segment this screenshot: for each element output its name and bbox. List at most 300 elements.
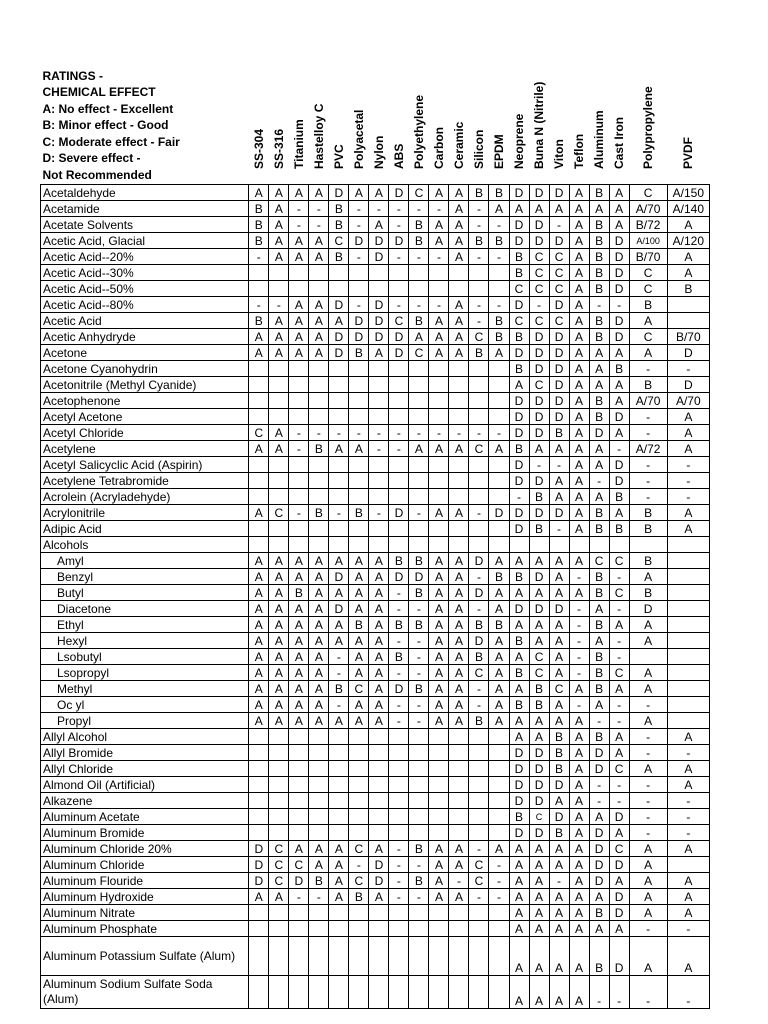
chemical-name: Diacetone <box>41 601 249 617</box>
rating-cell: B <box>329 249 349 265</box>
rating-cell: B <box>409 617 429 633</box>
rating-cell: - <box>667 825 709 841</box>
rating-cell: A <box>369 217 389 233</box>
rating-cell: A <box>549 937 569 976</box>
rating-cell: A <box>589 601 609 617</box>
rating-cell: D <box>389 505 409 521</box>
chemical-name: Acetophenone <box>41 393 249 409</box>
rating-cell: A <box>249 649 269 665</box>
rating-cell: B <box>289 585 309 601</box>
rating-cell <box>449 281 469 297</box>
rating-cell <box>449 393 469 409</box>
rating-cell: C <box>469 329 489 345</box>
rating-cell <box>349 521 369 537</box>
rating-cell <box>489 745 509 761</box>
rating-cell: D <box>389 345 409 361</box>
rating-cell <box>329 729 349 745</box>
table-row <box>41 729 710 745</box>
rating-cell <box>249 976 269 1009</box>
rating-cell: A <box>289 345 309 361</box>
rating-cell: A <box>349 649 369 665</box>
rating-cell: A <box>589 489 609 505</box>
rating-cell: C <box>509 313 529 329</box>
column-header <box>409 10 429 185</box>
rating-cell <box>269 489 289 505</box>
rating-cell: A <box>449 313 469 329</box>
rating-cell <box>369 937 389 976</box>
rating-cell: - <box>609 297 629 313</box>
rating-cell: D <box>509 777 529 793</box>
rating-cell: B <box>589 185 609 201</box>
rating-cell: D <box>667 345 709 361</box>
chemical-name: Aluminum Acetate <box>41 809 249 825</box>
rating-cell: A <box>529 921 549 937</box>
rating-cell: - <box>629 729 667 745</box>
rating-cell: A <box>629 617 667 633</box>
rating-cell: A <box>269 201 289 217</box>
rating-cell <box>289 457 309 473</box>
rating-cell: A <box>629 633 667 649</box>
rating-cell: - <box>589 473 609 489</box>
rating-cell: A <box>429 873 449 889</box>
rating-cell <box>249 361 269 377</box>
rating-cell: D <box>529 761 549 777</box>
rating-cell: A <box>667 217 709 233</box>
header-row <box>41 10 710 185</box>
rating-cell <box>429 793 449 809</box>
rating-cell: A <box>369 889 389 905</box>
rating-cell: A <box>667 937 709 976</box>
rating-cell <box>409 777 429 793</box>
rating-cell: - <box>629 745 667 761</box>
rating-cell: B <box>349 505 369 521</box>
rating-cell: D <box>549 297 569 313</box>
rating-cell: B <box>589 409 609 425</box>
rating-cell: C <box>469 441 489 457</box>
rating-cell: B <box>589 329 609 345</box>
rating-cell <box>349 793 369 809</box>
rating-cell: - <box>469 697 489 713</box>
rating-cell: D <box>529 233 549 249</box>
rating-cell: B <box>589 265 609 281</box>
rating-cell <box>349 361 369 377</box>
rating-cell: - <box>609 777 629 793</box>
rating-cell: C <box>389 313 409 329</box>
rating-cell <box>269 921 289 937</box>
rating-cell: C <box>529 281 549 297</box>
rating-cell <box>489 489 509 505</box>
rating-cell: A <box>549 665 569 681</box>
rating-cell: - <box>469 217 489 233</box>
rating-cell <box>429 393 449 409</box>
chemical-name: Acetaldehyde <box>41 185 249 201</box>
rating-cell: A <box>449 201 469 217</box>
rating-cell: B <box>409 313 429 329</box>
rating-cell <box>329 793 349 809</box>
rating-cell: - <box>469 249 489 265</box>
rating-cell: - <box>409 505 429 521</box>
rating-cell: - <box>449 425 469 441</box>
column-header-label: Polyethylene <box>411 94 426 169</box>
rating-cell: - <box>549 521 569 537</box>
rating-cell: A <box>569 313 589 329</box>
rating-cell <box>389 921 409 937</box>
rating-cell: A <box>529 201 549 217</box>
column-header <box>667 10 709 185</box>
rating-cell: A <box>449 441 469 457</box>
rating-cell: D <box>549 409 569 425</box>
column-header <box>349 10 369 185</box>
rating-cell: - <box>489 217 509 233</box>
rating-cell: D <box>349 313 369 329</box>
rating-cell: D <box>549 809 569 825</box>
rating-cell <box>329 409 349 425</box>
rating-cell: - <box>409 857 429 873</box>
rating-cell: - <box>589 777 609 793</box>
rating-cell: A <box>549 921 569 937</box>
rating-cell: A <box>629 313 667 329</box>
column-header <box>309 10 329 185</box>
rating-cell: A <box>529 553 549 569</box>
rating-cell: - <box>389 633 409 649</box>
rating-cell: A <box>289 329 309 345</box>
rating-cell: D <box>509 393 529 409</box>
rating-cell: A <box>509 921 529 937</box>
rating-cell: D <box>509 345 529 361</box>
rating-cell: D <box>609 265 629 281</box>
column-header-label: Nylon <box>371 135 386 169</box>
rating-cell: D <box>389 569 409 585</box>
rating-cell: A <box>329 553 349 569</box>
compatibility-table <box>40 10 710 1009</box>
rating-cell <box>349 537 369 553</box>
rating-cell <box>309 905 329 921</box>
rating-cell: - <box>489 857 509 873</box>
rating-cell: A <box>609 393 629 409</box>
rating-cell: A <box>429 569 449 585</box>
rating-cell <box>429 809 449 825</box>
rating-cell: - <box>569 649 589 665</box>
rating-cell: A <box>529 441 549 457</box>
rating-cell: B <box>489 313 509 329</box>
rating-cell: A <box>409 441 429 457</box>
rating-cell <box>489 825 509 841</box>
rating-cell: C <box>629 265 667 281</box>
rating-cell: D <box>549 361 569 377</box>
rating-cell: A <box>609 185 629 201</box>
legend-line: CHEMICAL EFFECT <box>42 85 156 99</box>
rating-cell: A <box>269 233 289 249</box>
rating-cell: - <box>629 976 667 1009</box>
rating-cell: B/70 <box>667 329 709 345</box>
rating-cell <box>429 361 449 377</box>
rating-cell: A <box>429 313 449 329</box>
legend-line: D: Severe effect - <box>42 151 141 165</box>
rating-cell: - <box>469 681 489 697</box>
chemical-name: Acetonitrile (Methyl Cyanide) <box>41 377 249 393</box>
rating-cell <box>309 521 329 537</box>
rating-cell <box>509 537 529 553</box>
rating-cell <box>269 905 289 921</box>
rating-cell <box>449 473 469 489</box>
rating-cell: A <box>509 841 529 857</box>
rating-cell <box>469 937 489 976</box>
table-row <box>41 857 710 873</box>
rating-cell: B <box>589 281 609 297</box>
rating-cell <box>667 553 709 569</box>
rating-cell: B/72 <box>629 217 667 233</box>
chemical-name: Allyl Alcohol <box>41 729 249 745</box>
rating-cell <box>449 825 469 841</box>
rating-cell <box>289 265 309 281</box>
rating-cell: D <box>509 473 529 489</box>
rating-cell: A <box>429 601 449 617</box>
rating-cell: - <box>667 361 709 377</box>
rating-cell: - <box>667 745 709 761</box>
rating-cell <box>629 649 667 665</box>
table-row <box>41 505 710 521</box>
rating-cell: A <box>569 441 589 457</box>
rating-cell: A <box>289 297 309 313</box>
rating-cell: A <box>509 201 529 217</box>
rating-cell: A <box>329 617 349 633</box>
rating-cell: A <box>349 441 369 457</box>
rating-cell: A <box>589 633 609 649</box>
rating-cell <box>309 937 329 976</box>
rating-cell: D <box>389 233 409 249</box>
rating-cell <box>309 281 329 297</box>
rating-cell <box>289 777 309 793</box>
table-row <box>41 441 710 457</box>
rating-cell <box>369 473 389 489</box>
rating-cell <box>269 409 289 425</box>
rating-cell <box>449 745 469 761</box>
rating-cell <box>409 457 429 473</box>
rating-cell: - <box>469 313 489 329</box>
rating-cell: - <box>629 921 667 937</box>
rating-cell: - <box>369 441 389 457</box>
table-row <box>41 585 710 601</box>
rating-cell <box>389 537 409 553</box>
rating-cell: A <box>589 921 609 937</box>
table-row <box>41 905 710 921</box>
rating-cell <box>349 937 369 976</box>
rating-cell: D <box>489 505 509 521</box>
rating-cell: B <box>469 649 489 665</box>
rating-cell <box>249 745 269 761</box>
rating-cell: D <box>369 857 389 873</box>
rating-cell: A <box>529 905 549 921</box>
rating-cell: D <box>329 185 349 201</box>
rating-cell <box>469 921 489 937</box>
rating-cell: A <box>549 649 569 665</box>
rating-cell: A <box>549 793 569 809</box>
table-row <box>41 473 710 489</box>
rating-cell: A <box>569 393 589 409</box>
rating-cell: B <box>589 665 609 681</box>
rating-cell <box>269 281 289 297</box>
column-header-label: SS-304 <box>251 128 266 169</box>
rating-cell: A <box>609 745 629 761</box>
rating-cell <box>289 521 309 537</box>
rating-cell: A <box>349 713 369 729</box>
rating-cell: A <box>569 713 589 729</box>
table-row <box>41 185 710 201</box>
legend-line: A: No effect - Excellent <box>42 101 174 116</box>
rating-cell: A <box>549 617 569 633</box>
rating-cell: A <box>589 809 609 825</box>
rating-cell: A <box>289 569 309 585</box>
rating-cell: D <box>529 217 549 233</box>
rating-cell: A <box>309 553 329 569</box>
rating-cell: C <box>469 665 489 681</box>
rating-cell: A <box>449 585 469 601</box>
rating-cell: B <box>489 185 509 201</box>
rating-cell: B <box>469 713 489 729</box>
chemical-name: Alkazene <box>41 793 249 809</box>
rating-cell: - <box>409 425 429 441</box>
rating-cell <box>329 537 349 553</box>
rating-cell: D <box>509 745 529 761</box>
rating-cell: C <box>609 841 629 857</box>
rating-cell: - <box>469 889 489 905</box>
rating-cell <box>489 777 509 793</box>
rating-cell: A <box>369 649 389 665</box>
rating-cell: A <box>429 185 449 201</box>
rating-cell <box>249 729 269 745</box>
rating-cell: A <box>269 345 289 361</box>
rating-cell: C <box>269 841 289 857</box>
rating-cell <box>429 537 449 553</box>
chemical-name: Allyl Chloride <box>41 761 249 777</box>
rating-cell <box>449 265 469 281</box>
rating-cell: A <box>249 585 269 601</box>
rating-cell <box>429 729 449 745</box>
rating-cell: - <box>609 569 629 585</box>
rating-cell <box>667 617 709 633</box>
rating-cell: A <box>609 377 629 393</box>
rating-cell: - <box>569 665 589 681</box>
rating-cell: A <box>509 553 529 569</box>
rating-cell: A <box>309 313 329 329</box>
column-header <box>549 10 569 185</box>
rating-cell: - <box>389 601 409 617</box>
rating-cell: A <box>449 505 469 521</box>
rating-cell: D <box>549 505 569 521</box>
rating-cell: A <box>509 889 529 905</box>
rating-cell: D <box>529 361 549 377</box>
column-header <box>289 10 309 185</box>
rating-cell: A <box>269 697 289 713</box>
rating-cell: A <box>569 505 589 521</box>
rating-cell <box>429 761 449 777</box>
rating-cell: A <box>569 841 589 857</box>
rating-cell <box>409 377 429 393</box>
rating-cell: - <box>549 457 569 473</box>
rating-cell <box>309 393 329 409</box>
rating-cell <box>389 745 409 761</box>
rating-cell: A <box>349 601 369 617</box>
rating-cell: D <box>369 297 389 313</box>
rating-cell: D <box>409 569 429 585</box>
chemical-name: Acetyl Salicyclic Acid (Aspirin) <box>41 457 249 473</box>
rating-cell: A <box>569 976 589 1009</box>
rating-cell <box>269 457 289 473</box>
rating-cell <box>269 393 289 409</box>
rating-cell: B <box>549 425 569 441</box>
rating-cell: B <box>589 505 609 521</box>
rating-cell: B <box>589 649 609 665</box>
rating-cell <box>369 777 389 793</box>
rating-cell: D <box>549 345 569 361</box>
rating-cell: B <box>549 745 569 761</box>
rating-cell: A <box>449 569 469 585</box>
rating-cell: A <box>429 889 449 905</box>
rating-cell: - <box>289 889 309 905</box>
rating-cell: A <box>349 697 369 713</box>
rating-cell: A <box>569 825 589 841</box>
rating-cell: A <box>589 697 609 713</box>
column-header-label: Ceramic <box>451 121 466 169</box>
table-row <box>41 713 710 729</box>
rating-cell: A <box>369 841 389 857</box>
rating-cell: B <box>409 585 429 601</box>
rating-cell: - <box>569 633 589 649</box>
rating-cell: - <box>409 297 429 313</box>
rating-cell: B <box>489 617 509 633</box>
rating-cell <box>409 361 429 377</box>
chemical-name: Aluminum Flouride <box>41 873 249 889</box>
rating-cell <box>309 809 329 825</box>
rating-cell: A <box>509 649 529 665</box>
table-row <box>41 361 710 377</box>
rating-cell: A <box>589 441 609 457</box>
rating-cell <box>667 569 709 585</box>
rating-cell: A <box>569 905 589 921</box>
column-header <box>329 10 349 185</box>
rating-cell: A <box>569 377 589 393</box>
rating-cell <box>409 761 429 777</box>
rating-cell <box>349 777 369 793</box>
rating-cell <box>289 729 309 745</box>
rating-cell <box>249 905 269 921</box>
rating-cell: A <box>489 441 509 457</box>
column-header <box>469 10 489 185</box>
rating-cell: A <box>609 873 629 889</box>
rating-cell <box>389 361 409 377</box>
column-header-label: Hastelloy C <box>311 103 326 169</box>
rating-cell <box>289 393 309 409</box>
rating-cell: A <box>489 201 509 217</box>
rating-cell: C <box>469 857 489 873</box>
rating-cell: B <box>249 217 269 233</box>
rating-cell: D <box>509 233 529 249</box>
rating-cell: A <box>569 473 589 489</box>
chemical-name: Almond Oil (Artificial) <box>41 777 249 793</box>
rating-cell: - <box>667 793 709 809</box>
table-row <box>41 345 710 361</box>
column-header-label: SS-316 <box>271 128 286 169</box>
rating-cell: A <box>529 617 549 633</box>
rating-cell: - <box>289 441 309 457</box>
rating-cell: - <box>289 425 309 441</box>
rating-cell: B <box>629 521 667 537</box>
rating-cell: - <box>629 473 667 489</box>
rating-cell: B <box>389 649 409 665</box>
rating-cell: D <box>509 457 529 473</box>
rating-cell: A <box>549 841 569 857</box>
column-header <box>449 10 469 185</box>
